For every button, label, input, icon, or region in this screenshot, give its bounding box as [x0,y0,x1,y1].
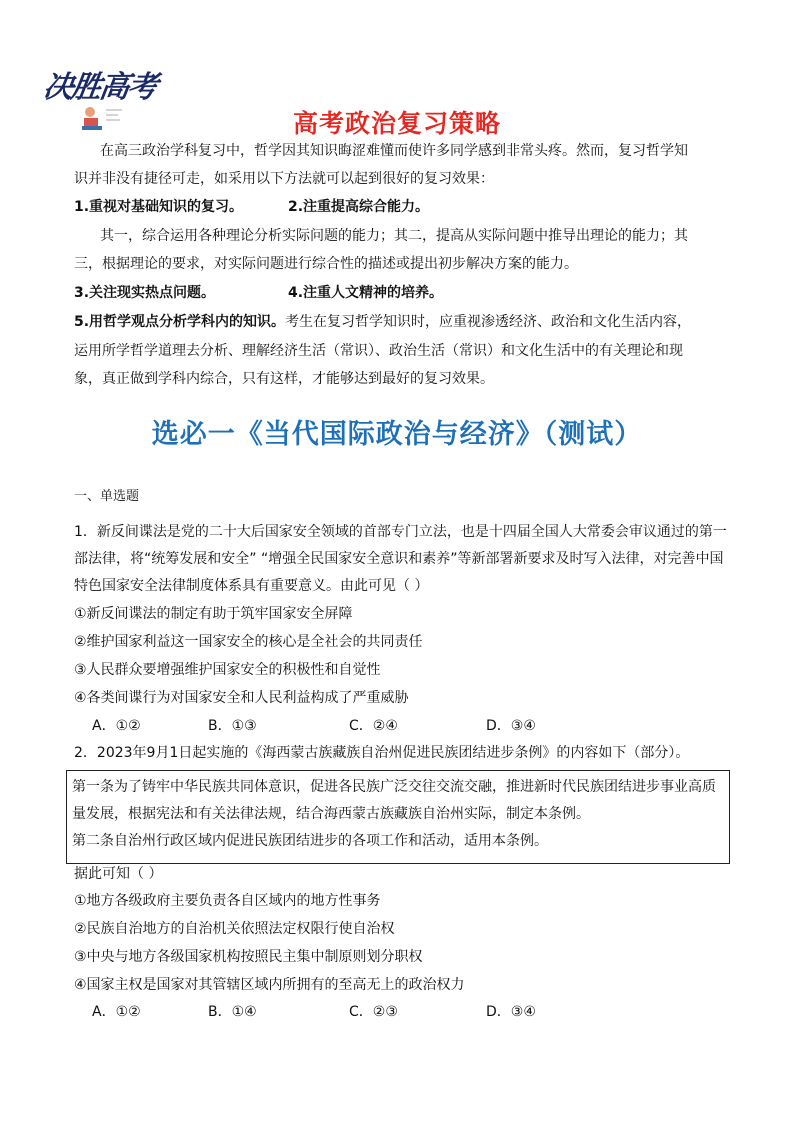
q2-statement: ④国家主权是国家对其管辖区域内所拥有的至高无上的政治权力 [74,977,465,993]
ability-line: 三，根据理论的要求，对实际问题进行综合性的描述或提出初步解决方案的能力。 [74,256,578,272]
q2-material-line: 第一条为了铸牢中华民族共同体意识，促进各民族广泛交往交流交融，推进新时代民族团结进步事业高质 [72,779,716,795]
q2-stem-line: 2．2023年9月1日起实施的《海西蒙古族藏族自治州促进民族团结进步条例》的内容如下（部分）。 [74,745,690,761]
section-heading: 一、单选题 [74,489,140,504]
test-title: 选必一《当代国际政治与经济》（测试） [151,419,643,450]
logo-text: 决胜高考 [41,70,158,105]
q1-statement: ③人民群众要增强维护国家安全的积极性和自觉性 [74,662,381,678]
strategy-item-5 [74,311,691,333]
q1-option-d[interactable]: D．③④ [486,718,536,734]
item5-line: 运用所学哲学道理去分析、理解经济生活（常识）、政治生活（常识）和文化生活中的有关理论和现 [74,343,683,359]
strategy-item-5-text: 考生在复习哲学知识时，应重视渗透经济、政治和文化生活内容， [285,314,692,330]
q2-statement: ②民族自治地方的自治机关依照法定权限行使自治权 [74,921,395,937]
strategy-item-5-heading: 5.用哲学观点分析学科内的知识。 [74,314,286,330]
q2-option-c[interactable]: C．②③ [349,1004,398,1020]
strategy-item-2: 2.注重提高综合能力。 [288,199,430,215]
q2-stem: 据此可知（ ） [74,866,163,882]
q1-stem-line: 1．新反间谍法是党的二十大后国家安全领域的首部专门立法，也是十四届全国人大常委会审议通过的第一 [74,524,727,540]
q1-statement: ②维护国家利益这一国家安全的核心是全社会的共同责任 [74,634,423,650]
strategy-item-4: 4.注重人文精神的培养。 [288,285,444,301]
q2-statement: ①地方各级政府主要负责各自区域内的地方性事务 [74,893,381,909]
strategy-title: 高考政治复习策略 [292,109,501,138]
q1-option-a[interactable]: A．①② [92,718,141,734]
strategy-item-1: 1.重视对基础知识的复习。 [74,199,244,215]
intro-line: 识并非没有捷径可走，如采用以下方法就可以起到很好的复习效果： [74,171,494,187]
q1-stem-line: 部法律，将“统筹发展和安全” “增强全民国家安全意识和素养”等新部署新要求及时写入法律，对完善中国 [74,551,724,567]
strategy-item-3: 3.关注现实热点问题。 [74,285,216,301]
q2-material-line: 量发展，根据宪法和有关法律法规，结合海西蒙古族藏族自治州实际，制定本条例。 [72,806,590,822]
q2-material-line: 第二条自治州行政区域内促进民族团结进步的各项工作和活动，适用本条例。 [72,833,548,849]
q2-option-d[interactable]: D．③④ [486,1004,536,1020]
item5-line: 象，真正做到学科内综合，只有这样，才能够达到最好的复习效果。 [74,371,494,387]
q1-statement: ①新反间谍法的制定有助于筑牢国家安全屏障 [74,606,353,622]
q1-option-c[interactable]: C．②④ [349,718,398,734]
q2-statement: ③中央与地方各级国家机构按照民主集中制原则划分职权 [74,949,423,965]
q2-option-b[interactable]: B．①④ [208,1004,257,1020]
q1-option-b[interactable]: B．①③ [208,718,257,734]
q1-stem-line: 特色国家安全法律制度体系具有重要意义。由此可见（ ） [74,578,429,594]
q2-option-a[interactable]: A．①② [92,1004,141,1020]
intro-line: 在高三政治学科复习中，哲学因其知识晦涩难懂而使许多同学感到非常头疼。然而，复习哲学知 [100,143,688,159]
q1-statement: ④各类间谍行为对国家安全和人民利益构成了严重威胁 [74,690,409,706]
ability-line: 其一，综合运用各种理论分析实际问题的能力；其二，提高从实际问题中推导出理论的能力；其 [100,228,688,244]
